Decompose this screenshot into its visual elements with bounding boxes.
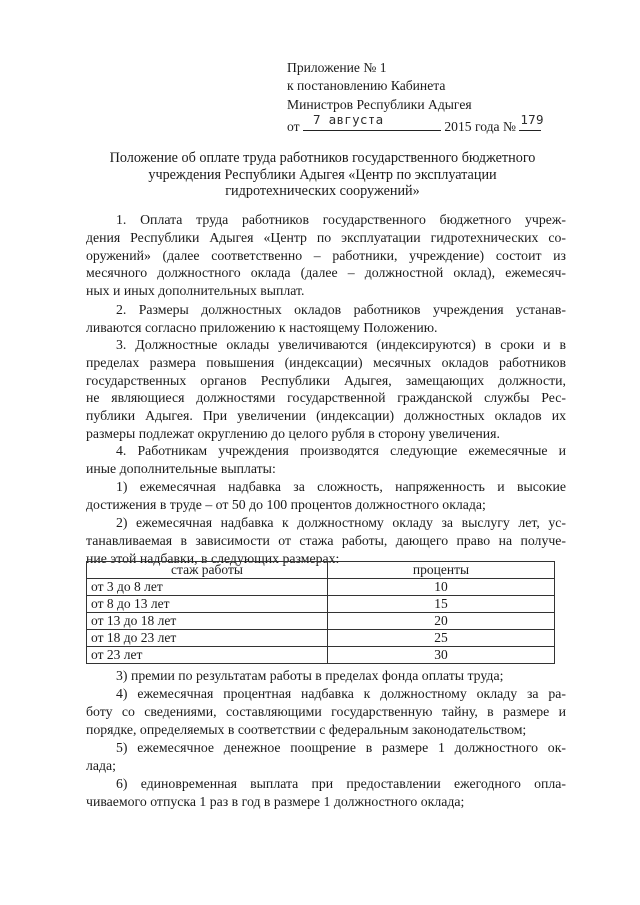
appendix-ref-line: к постановлению Кабинета bbox=[287, 78, 446, 93]
table-row bbox=[87, 613, 555, 630]
title-line: Положение об оплате труда работников государственного бюджетного bbox=[109, 150, 536, 166]
appendix-number: Приложение № 1 bbox=[287, 60, 387, 75]
handwritten-number: 179 bbox=[520, 112, 544, 127]
year-label: 2015 года № bbox=[444, 119, 516, 134]
subparagraph-4-4: 4) ежемесячная процентная надбавка к должностному окладу за ра- боту со сведениями, составляющими государственную тайну, в размере и порядке, определяемых в соответствии с федеральным законодательством; bbox=[86, 686, 566, 737]
from-label: от bbox=[287, 119, 300, 134]
table-cell: от 18 до 23 лет bbox=[87, 630, 328, 647]
date-underline bbox=[303, 112, 441, 131]
table-cell: 30 bbox=[328, 647, 555, 664]
subparagraph-4-6: 6) единовременная выплата при предоставлении ежегодного опла- чиваемого отпуска 1 раз в год в размере 1 должностного оклада; bbox=[86, 776, 566, 809]
subparagraph-4-5: 5) ежемесячное денежное поощрение в размере 1 должностного ок- лада; bbox=[86, 740, 566, 773]
paragraph-4: 4. Работникам учреждения производятся следующие ежемесячные и иные дополнительные выплаты: bbox=[86, 443, 566, 476]
subparagraph-4-1: 1) ежемесячная надбавка за сложность, напряженность и высокие достижения в труде – от 50 до 100 процентов должностного оклада; bbox=[86, 479, 566, 512]
table-cell: от 3 до 8 лет bbox=[87, 579, 328, 596]
table-row bbox=[87, 596, 555, 613]
number-underline bbox=[519, 112, 544, 131]
table-cell: от 8 до 13 лет bbox=[87, 596, 328, 613]
document-title bbox=[60, 150, 585, 200]
table-cell: 15 bbox=[328, 596, 555, 613]
table-cell: от 13 до 18 лет bbox=[87, 613, 328, 630]
seniority-table bbox=[86, 561, 555, 664]
table-header-cell: стаж работы bbox=[87, 562, 328, 579]
subparagraph-4-3: 3) премии по результатам работы в пределах фонда оплаты труда; bbox=[116, 668, 504, 683]
table-cell: 20 bbox=[328, 613, 555, 630]
paragraph-1: 1. Оплата труда работников государственного бюджетного учреж- дения Республики Адыгея «Центр по эксплуатации гидротехнических со- оружений» (далее соответственно – работники, учреждение) состоит из месячного должностного оклада (далее – должностной оклад), ежемесяч- ных и иных дополнительных выплат. bbox=[86, 212, 566, 299]
table-row bbox=[87, 630, 555, 647]
paragraph-2: 2. Размеры должностных окладов работников учреждения устанав- ливаются согласно приложению к настоящему Положению. bbox=[86, 302, 566, 335]
table-cell: от 23 лет bbox=[87, 647, 328, 664]
paragraph-3: 3. Должностные оклады увеличиваются (индексируются) в сроки и в пределах размера повышения (индексации) месячных окладов работников государственных органов Республики Адыгея, замещающих должности, не являющиеся должностями государственной гражданской службы Рес- публики Адыгея. При увеличении (индексации) должностных окладов их размеры подлежат округлению до целого рубля в сторону увеличения. bbox=[86, 337, 566, 441]
table-row bbox=[87, 647, 555, 664]
table-header-row bbox=[87, 562, 555, 579]
appendix-ref-line: Министров Республики Адыгея bbox=[287, 97, 472, 112]
table-row bbox=[87, 579, 555, 596]
handwritten-date: 7 августа bbox=[312, 112, 384, 127]
subparagraph-4-2: 2) ежемесячная надбавка к должностному окладу за выслугу лет, ус- танавливаемая в зависимости от стажа работы, дающего право на получе- ние этой надбавки, в следующих размерах: bbox=[86, 515, 566, 566]
decree-date-line bbox=[287, 112, 544, 135]
table-cell: 25 bbox=[328, 630, 555, 647]
table-cell: 10 bbox=[328, 579, 555, 596]
table-header-cell: проценты bbox=[328, 562, 555, 579]
title-line: гидротехнических сооружений» bbox=[225, 183, 420, 199]
title-line: учреждения Республики Адыгея «Центр по эксплуатации bbox=[148, 166, 497, 183]
